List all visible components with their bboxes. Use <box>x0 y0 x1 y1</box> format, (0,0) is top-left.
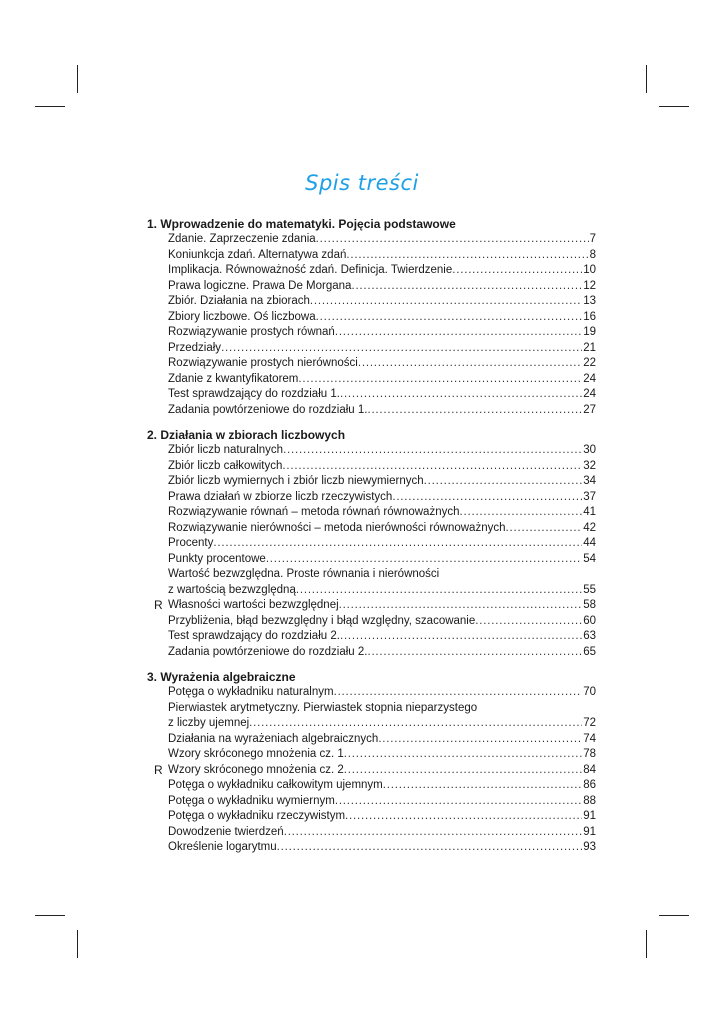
page-number: 88 <box>583 794 596 807</box>
dot-leader <box>424 474 583 490</box>
dot-leader <box>459 505 582 521</box>
dot-leader <box>392 490 582 506</box>
entry-title: Określenie logarytmu <box>168 841 277 853</box>
page-number: 12 <box>583 279 596 292</box>
page-number: 74 <box>583 732 596 745</box>
dot-leader <box>316 232 589 248</box>
crop-mark <box>77 930 78 958</box>
toc-entry <box>147 505 596 521</box>
dot-leader <box>378 732 582 748</box>
entry-title: z wartością bezwzględną <box>168 583 296 596</box>
toc-entry <box>147 629 596 645</box>
toc-entry <box>147 763 596 779</box>
toc-entry <box>147 341 596 357</box>
section-title: 1. Wprowadzenie do matematyki. Pojęcia podstawowe <box>147 217 456 231</box>
toc-entry <box>147 310 596 326</box>
entry-title: Zadania powtórzeniowe do rozdziału 2. <box>168 645 368 658</box>
toc-entry <box>147 778 596 794</box>
toc-entry <box>147 614 596 630</box>
toc-entry <box>147 474 596 490</box>
extended-level-marker: R <box>154 762 163 777</box>
toc-entry <box>147 840 596 856</box>
dot-leader <box>335 325 582 341</box>
page-number: 8 <box>589 248 596 261</box>
toc-entry <box>147 701 596 717</box>
crop-mark <box>35 106 65 107</box>
dot-leader <box>335 794 582 810</box>
dot-leader <box>367 645 582 661</box>
dot-leader <box>213 536 582 552</box>
entry-title: Implikacja. Równoważność zdań. Definicja. Twierdzenie <box>168 264 453 276</box>
dot-leader <box>339 598 583 614</box>
toc-entry <box>147 459 596 475</box>
entry-title: Rozwiązywanie prostych nierówności <box>168 357 358 369</box>
entry-title: Rozwiązywanie nierówności – metoda nierówności równoważnych <box>168 521 506 534</box>
entry-title: z liczby ujemnej <box>168 717 250 729</box>
entry-title: Przybliżenia, błąd bezwzględny i błąd względny, szacowanie <box>168 614 476 627</box>
dot-leader <box>334 685 583 701</box>
entry-title: Działania na wyrażeniach algebraicznych <box>168 732 379 745</box>
section-title: 2. Działania w zbiorach liczbowych <box>147 428 346 442</box>
toc-entry <box>147 747 596 763</box>
toc-entry <box>147 583 596 599</box>
entry-title: Przedziały <box>168 341 222 354</box>
dot-leader <box>277 840 583 856</box>
entry-title: Prawa działań w zbiorze liczb rzeczywistych <box>168 490 393 503</box>
entry-title: Test sprawdzający do rozdziału 2. <box>168 630 340 642</box>
entry-title: Punkty procentowe <box>168 552 266 565</box>
toc-section <box>147 216 596 418</box>
page-number: 63 <box>583 630 596 642</box>
dot-leader <box>358 356 582 372</box>
entry-title: Zbiór. Działania na zbiorach <box>168 295 310 307</box>
toc-entry <box>147 232 596 248</box>
page-number: 91 <box>583 825 596 838</box>
dot-leader <box>506 521 583 537</box>
entry-title: Zbiór liczb naturalnych <box>168 444 284 456</box>
toc-entry <box>147 443 596 459</box>
page-number: 21 <box>583 341 596 354</box>
dot-leader <box>282 459 582 475</box>
dot-leader <box>475 614 582 630</box>
crop-mark <box>35 915 65 916</box>
dot-leader <box>296 583 582 599</box>
page-number: 10 <box>583 264 596 276</box>
page-number: 24 <box>583 388 596 400</box>
entry-title: Procenty <box>168 537 214 549</box>
page-number: 78 <box>583 748 596 760</box>
page-number: 22 <box>583 357 596 369</box>
toc-entry <box>147 248 596 264</box>
toc-entry <box>147 263 596 279</box>
entry-title: Potęga o wykładniku rzeczywistym <box>168 810 346 822</box>
dot-leader <box>310 294 582 310</box>
entry-title: Wartość bezwzględna. Proste równania i nierówności <box>168 568 440 580</box>
entry-title: Potęga o wykładniku wymiernym <box>168 794 335 807</box>
toc-entry <box>147 716 596 732</box>
entry-title: Prawa logiczne. Prawa De Morgana <box>168 279 352 292</box>
toc-entry <box>147 294 596 310</box>
toc-entry <box>147 325 596 341</box>
page-number: 91 <box>583 810 596 822</box>
entry-title: Rozwiązywanie prostych równań <box>168 326 335 338</box>
toc-entry <box>147 279 596 295</box>
page-number: 27 <box>583 403 596 416</box>
dot-leader <box>344 763 582 779</box>
entry-title: Test sprawdzający do rozdziału 1. <box>168 388 340 400</box>
dot-leader <box>316 310 583 326</box>
toc-entry <box>147 598 596 614</box>
entry-title: Zdanie z kwantyfikatorem <box>168 372 299 385</box>
dot-leader <box>344 747 582 763</box>
toc-entry <box>147 809 596 825</box>
toc-entry <box>147 645 596 661</box>
extended-level-marker: R <box>154 598 163 612</box>
page-number: 41 <box>583 506 596 518</box>
crop-mark <box>77 65 78 93</box>
toc-entry <box>147 536 596 552</box>
dot-leader <box>340 387 582 403</box>
toc-entry <box>147 794 596 810</box>
entry-title: Koniunkcja zdań. Alternatywa zdań <box>168 248 347 261</box>
dot-leader <box>249 716 582 732</box>
entry-title: Rozwiązywanie równań – metoda równań równoważnych <box>168 506 460 518</box>
entry-title: Pierwiastek arytmetyczny. Pierwiastek stopnia nieparzystego <box>168 701 478 714</box>
page-number: 93 <box>583 841 596 853</box>
toc-section <box>147 427 596 660</box>
dot-leader <box>266 552 582 568</box>
crop-mark <box>659 915 689 916</box>
dot-leader <box>367 403 582 419</box>
entry-title: Zbiory liczbowe. Oś liczbowa <box>168 310 316 323</box>
dot-leader <box>346 248 588 264</box>
entry-title: Wzory skróconego mnożenia cz. 1 <box>168 748 344 760</box>
toc-entry <box>147 552 596 568</box>
page-number: 16 <box>583 310 596 323</box>
page-number: 58 <box>583 599 596 611</box>
page-number: 13 <box>583 295 596 307</box>
page-number: 19 <box>583 326 596 338</box>
toc-entry <box>147 403 596 419</box>
toc-entry <box>147 356 596 372</box>
dot-leader <box>221 341 582 357</box>
entry-title: Zbiór liczb wymiernych i zbiór liczb niewymiernych <box>168 475 424 487</box>
dot-leader <box>298 372 582 388</box>
entry-title: Zadania powtórzeniowe do rozdziału 1. <box>168 403 368 416</box>
page-number: 70 <box>583 686 596 698</box>
toc-entry <box>147 732 596 748</box>
entry-title: Własności wartości bezwzględnej <box>168 599 339 611</box>
dot-leader <box>283 443 582 459</box>
page-number: 34 <box>583 475 596 487</box>
entry-title: Potęga o wykładniku całkowitym ujemnym <box>168 779 383 791</box>
toc-entry <box>147 490 596 506</box>
toc-entry <box>147 567 596 583</box>
entry-title: Dowodzenie twierdzeń <box>168 825 284 838</box>
page-number: 86 <box>583 779 596 791</box>
page-number: 65 <box>583 645 596 658</box>
crop-mark <box>646 65 647 93</box>
crop-mark <box>646 930 647 958</box>
toc-entry <box>147 685 596 701</box>
dot-leader <box>284 825 583 841</box>
page-number: 37 <box>583 490 596 503</box>
crop-mark <box>659 106 689 107</box>
entry-title: Zbiór liczb całkowitych <box>168 459 283 472</box>
entry-title: Wzory skróconego mnożenia cz. 2 <box>168 763 344 776</box>
page-number: 55 <box>583 583 596 596</box>
page-title: Spis treści <box>305 171 419 195</box>
page-number: 44 <box>583 537 596 549</box>
dot-leader <box>340 629 582 645</box>
entry-title: Potęga o wykładniku naturalnym <box>168 686 334 698</box>
page-number: 7 <box>589 233 596 245</box>
page-number: 42 <box>583 521 596 534</box>
toc-entry <box>147 521 596 537</box>
page-number: 24 <box>583 372 596 385</box>
dot-leader <box>383 778 582 794</box>
page-number: 84 <box>583 763 596 776</box>
page-number: 60 <box>583 614 596 627</box>
entry-title: Zdanie. Zaprzeczenie zdania <box>168 233 316 245</box>
table-of-contents <box>147 216 596 865</box>
section-title: 3. Wyrażenia algebraiczne <box>147 670 296 684</box>
dot-leader <box>351 279 582 295</box>
page-number: 30 <box>583 444 596 456</box>
toc-entry <box>147 387 596 403</box>
page-number: 54 <box>583 552 596 565</box>
toc-entry <box>147 372 596 388</box>
dot-leader <box>452 263 582 279</box>
toc-entry <box>147 825 596 841</box>
page-number: 32 <box>583 459 596 472</box>
dot-leader <box>345 809 582 825</box>
page-number: 72 <box>583 717 596 729</box>
toc-section <box>147 669 596 856</box>
